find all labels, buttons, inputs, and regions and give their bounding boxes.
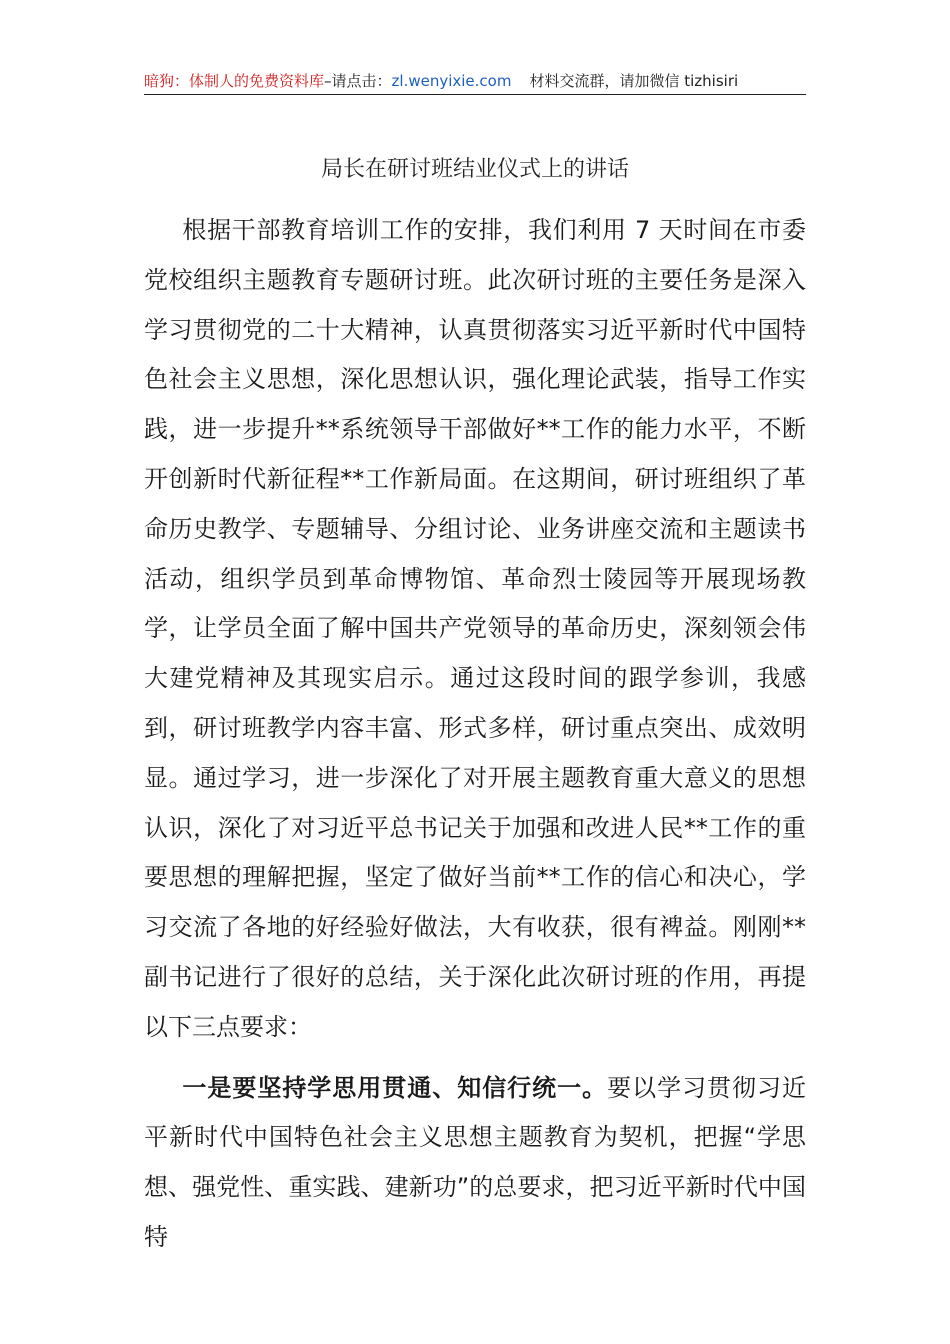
body-paragraph-2 xyxy=(144,1064,806,1263)
document-title: 局长在研讨班结业仪式上的讲话 xyxy=(320,157,629,182)
paragraph-2-text: 要以学习贯彻习近平新时代中国特色社会主义思想主题教育为契机，把握“学思想、强党性、重实践、建新功”的总要求，把习近平新时代中国特 xyxy=(144,1073,807,1251)
body-paragraph-1: 根据干部教育培训工作的安排，我们利用 7 天时间在市委党校组织主题教育专题研讨班。此次研讨班的主要任务是深入学习贯彻党的二十大精神，认真贯彻落实习近平新时代中国特色社会主义思想，深化思想认识，强化理论武装，指导工作实践，进一步提升**系统领导干部做好**工作的能力水平，不断开创新时代新征程**工作新局面。在这期间，研讨班组织了革命历史教学、专题辅导、分组讨论、业务讲座交流和主题读书活动，组织学员到革命博物馆、革命烈士陵园等开展现场教学，让学员全面了解中国共产党领导的革命历史，深刻领会伟大建党精神及其现实启示。通过这段时间的跟学参训，我感到，研讨班教学内容丰富、形式多样，研讨重点突出、成效明显。通过学习，进一步深化了对开展主题教育重大意义的思想认识，深化了对习近平总书记关于加强和改进人民**工作的重要思想的理解把握，坚定了做好当前**工作的信心和决心，学习交流了各地的好经验好做法，大有收获，很有裨益。刚刚**副书记进行了很好的总结，关于深化此次研讨班的作用，再提以下三点要求： xyxy=(144,216,806,1041)
header-site-name: 暗狗：体制人的免费资料库 xyxy=(144,72,325,90)
header-wechat-note: 材料交流群，请加微信 tizhisiri xyxy=(529,72,739,90)
header-click-prompt: –请点击： xyxy=(324,72,392,90)
paragraph-2-lead-sentence: 一是要坚持学思用贯通、知信行统一。 xyxy=(182,1073,608,1102)
header-site-link[interactable]: zl.wenyixie.com xyxy=(391,72,512,90)
page-header-banner xyxy=(144,68,806,95)
document-body xyxy=(144,206,806,1263)
